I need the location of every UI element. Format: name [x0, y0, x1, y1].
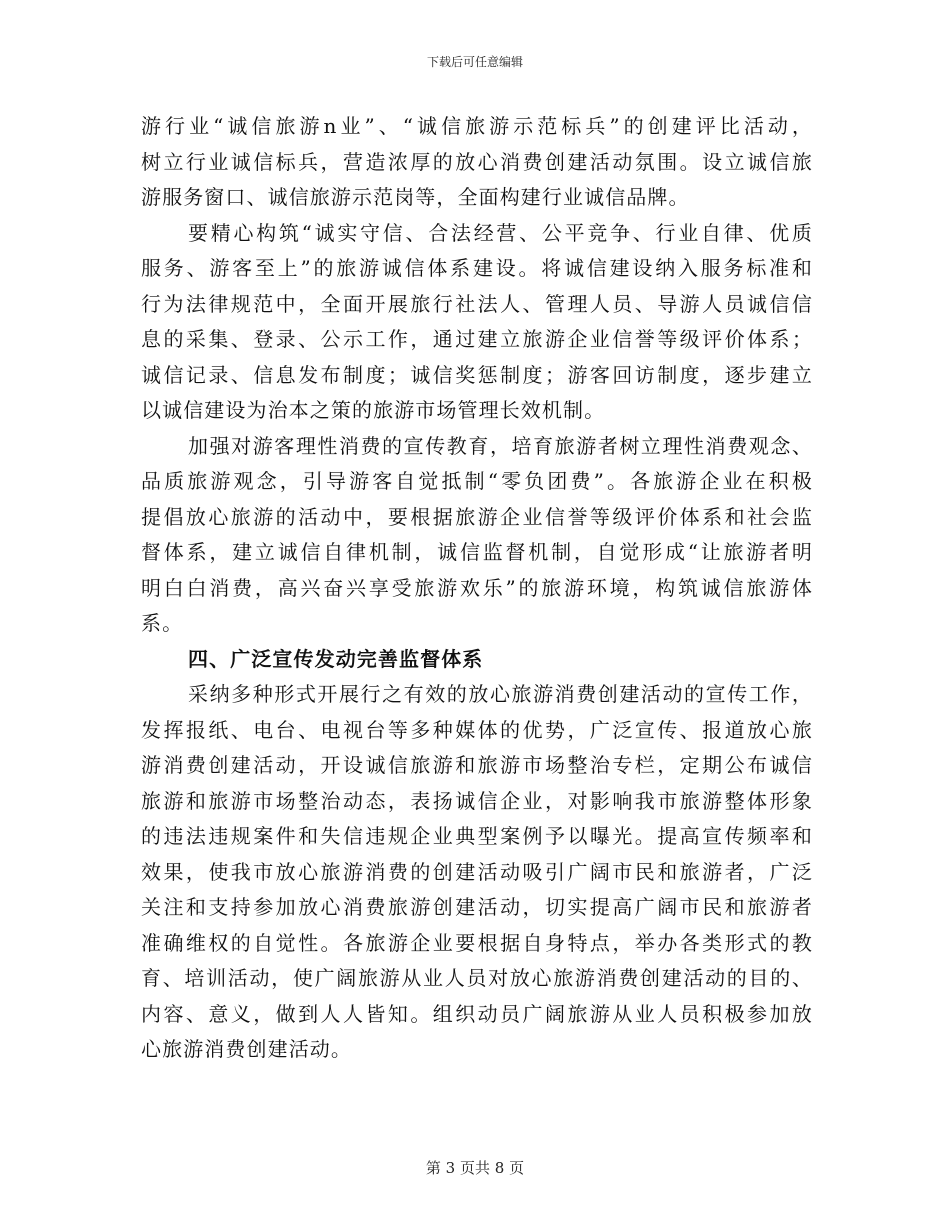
section-heading: 四、广泛宣传发动完善监督体系 [188, 646, 484, 671]
body-line: 以诚信建设为治本之策的旅游市场管理长效机制。 [141, 398, 606, 422]
body-line: 心旅游消费创建活动。 [141, 1037, 352, 1061]
body-line: 游服务窗口、诚信旅游示范岗等，全面构建行业诚信品牌。 [141, 185, 690, 209]
body-line: 游消费创建活动，开设诚信旅游和旅游市场整治专栏，定期公布诚信 [141, 753, 813, 777]
document-body [141, 109, 813, 1068]
body-line: 行为法律规范中，全面开展旅行社法人、管理人员、导游人员诚信信 [141, 291, 813, 316]
body-line: 督体系，建立诚信自律机制，诚信监督机制，自觉形成“让旅游者明 [141, 540, 813, 564]
header-note: 下载后可任意编辑 [426, 55, 523, 69]
body-line: 息的采集、登录、公示工作，通过建立旅游企业信誉等级评价体系； [141, 327, 813, 351]
body-line: 系。 [141, 611, 184, 635]
body-line: 游行业“诚信旅游n业”、“诚信旅游示范标兵”的创建评比活动， [141, 114, 813, 138]
body-line: 旅游和旅游市场整治动态，表扬诚信企业，对影响我市旅游整体形象 [141, 788, 813, 813]
body-line: 诚信记录、信息发布制度；诚信奖惩制度；游客回访制度，逐步建立 [141, 362, 813, 387]
body-line: 要精心构筑“诚实守信、合法经营、公平竞争、行业自律、优质 [188, 220, 813, 245]
body-line: 效果，使我市放心旅游消费的创建活动吸引广阔市民和旅游者，广泛 [141, 859, 813, 884]
body-line: 树立行业诚信标兵，营造浓厚的放心消费创建活动氛围。设立诚信旅 [141, 149, 813, 174]
body-line: 采纳多种形式开展行之有效的放心旅游消费创建活动的宣传工作， [188, 682, 813, 706]
body-line: 服务、游客至上”的旅游诚信体系建设。将诚信建设纳入服务标准和 [141, 256, 813, 280]
body-line: 的违法违规案件和失信违规企业典型案例予以曝光。提高宣传频率和 [141, 824, 813, 848]
body-line: 育、培训活动，使广阔旅游从业人员对放心旅游消费创建活动的目的、 [141, 966, 813, 990]
body-line: 关注和支持参加放心消费旅游创建活动，切实提高广阔市民和旅游者 [141, 895, 813, 919]
body-line: 内容、意义，做到人人皆知。组织动员广阔旅游从业人员积极参加放 [141, 1001, 813, 1026]
body-line: 发挥报纸、电台、电视台等多种媒体的优势，广泛宣传、报道放心旅 [141, 717, 813, 742]
body-line: 品质旅游观念，引导游客自觉抵制“零负团费”。各旅游企业在积极 [141, 469, 813, 493]
body-line: 加强对游客理性消费的宣传教育，培育旅游者树立理性消费观念、 [188, 433, 813, 458]
body-line: 准确维权的自觉性。各旅游企业要根据自身特点，举办各类形式的教 [141, 930, 813, 955]
body-line: 明白白消费，高兴奋兴享受旅游欢乐”的旅游环境，构筑诚信旅游体 [141, 575, 813, 600]
page-number: 第 3 页共 8 页 [425, 1159, 525, 1177]
body-line: 提倡放心旅游的活动中，要根据旅游企业信誉等级评价体系和社会监 [141, 504, 813, 529]
